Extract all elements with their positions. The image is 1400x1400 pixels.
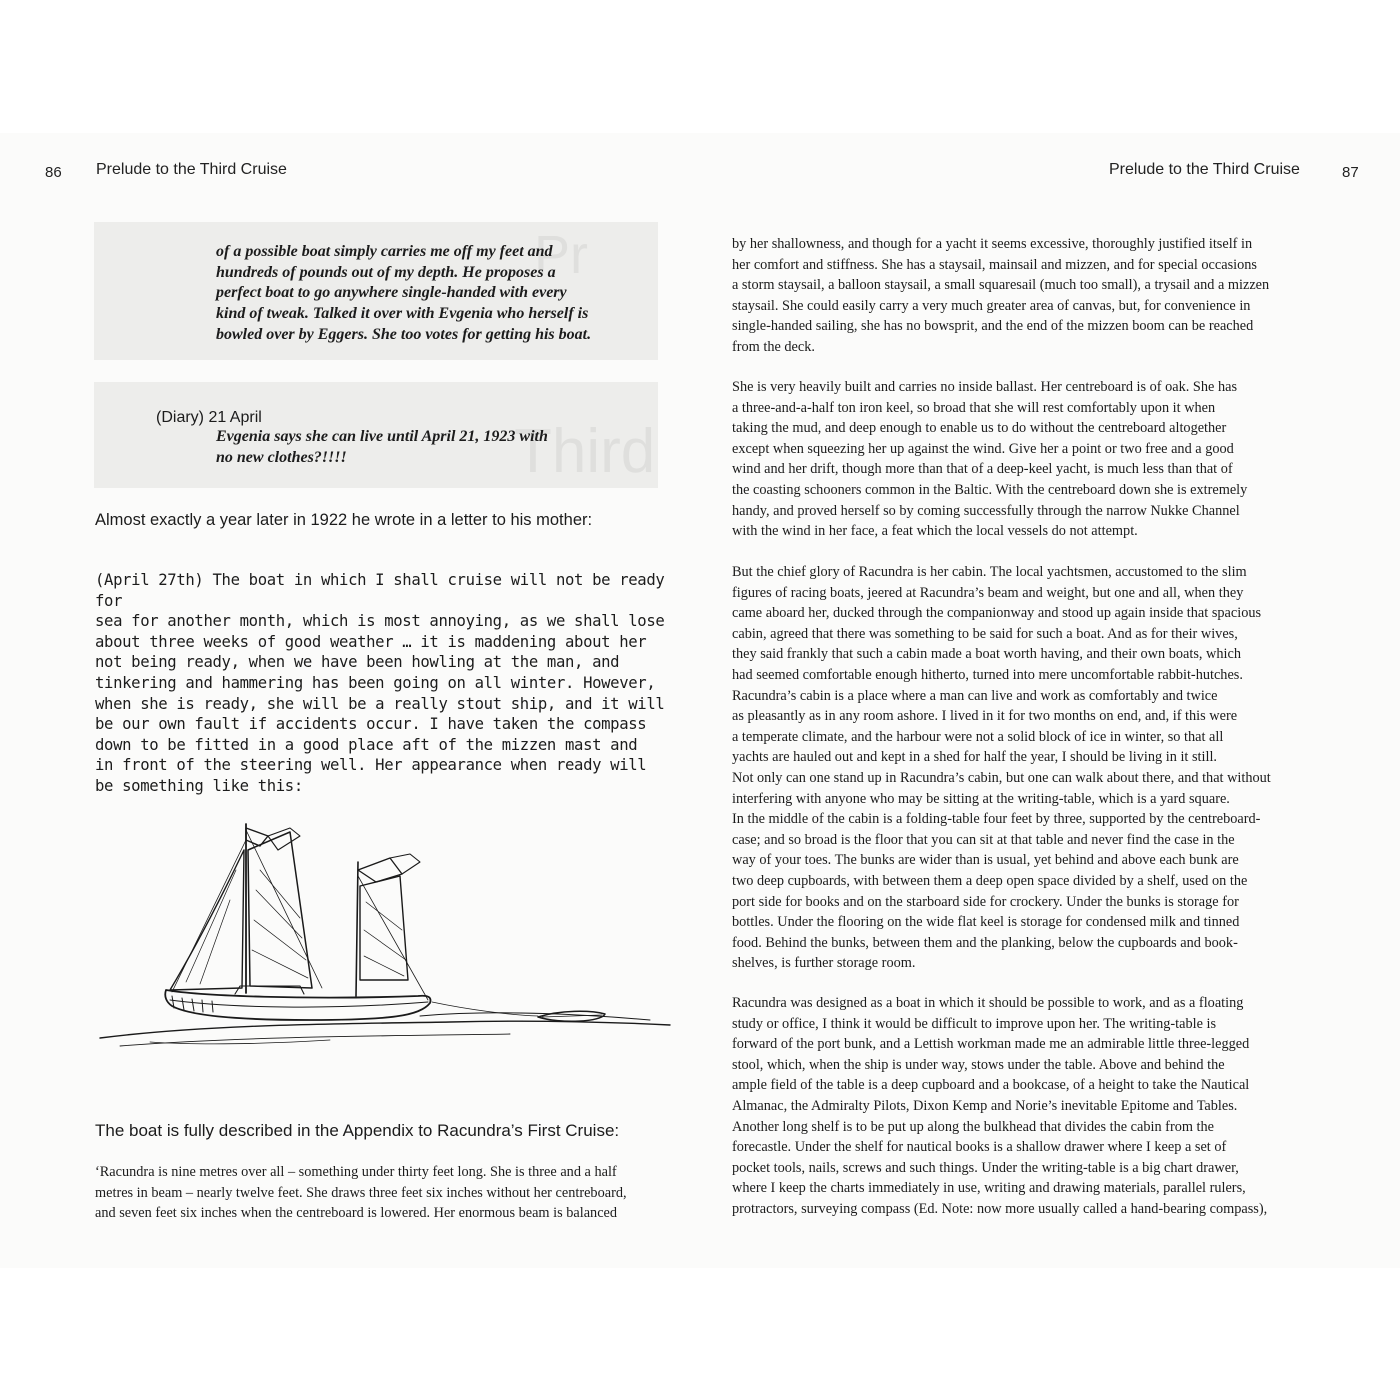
appendix-line: ‘Racundra is nine metres over all – something under thirty feet long. She is three and a half bbox=[95, 1164, 617, 1180]
running-head-left: Prelude to the Third Cruise bbox=[96, 161, 287, 178]
quote-line: perfect boat to go anywhere single-handed with every bbox=[216, 284, 567, 302]
letter-line: not being ready, when we have been howling at the man, and bbox=[95, 653, 620, 672]
body-line: But the chief glory of Racundra is her cabin. The local yachtsmen, accustomed to the slim bbox=[732, 564, 1247, 580]
letter-line: be something like this: bbox=[95, 776, 303, 795]
body-line: by her shallowness, and though for a yacht it seems excessive, thoroughly justified itself in bbox=[732, 236, 1253, 252]
body-line: Not only can one stand up in Racundra’s cabin, but one can walk about there, and that without bbox=[732, 769, 1271, 786]
body-line: wind and her drift, though more than that of a deep-keel yacht, is much less than that of bbox=[732, 461, 1233, 478]
body-line: Racundra was designed as a boat in which it should be possible to work, and as a floating bbox=[732, 995, 1244, 1011]
letter-text bbox=[95, 570, 685, 797]
body-line: a three-and-a-half ton iron keel, so broad that she will rest comfortably upon it when bbox=[732, 399, 1216, 416]
body-line: shelves, is further storage room. bbox=[732, 955, 916, 972]
quote-box bbox=[94, 222, 658, 360]
body-line: they said frankly that such a cabin made a boat worth having, and their own boats, which bbox=[732, 646, 1241, 663]
body-line: her comfort and stiffness. She has a staysail, mainsail and mizzen, and for special occasions bbox=[732, 256, 1257, 273]
diary-line: no new clothes?!!!! bbox=[216, 448, 347, 466]
body-line: yachts are hauled out and kept in a shed for half the year, I should be living in it still. bbox=[732, 749, 1217, 766]
body-line: pocket tools, nails, screws and such things. Under the writing-table is a big chart drawer, bbox=[732, 1159, 1239, 1176]
diary-label: (Diary) 21 April bbox=[156, 409, 262, 426]
diary-box bbox=[94, 382, 658, 488]
quote-line: kind of tweak. Talked it over with Evgenia who herself is bbox=[216, 305, 589, 323]
right-paragraph-2 bbox=[732, 377, 1322, 542]
body-line: except when squeezing her up against the wind. Give her a point or two free and a good bbox=[732, 440, 1234, 457]
diary-line: Evgenia says she can live until April 21, 1923 with bbox=[216, 428, 548, 445]
letter-line: in front of the steering well. Her appearance when ready will bbox=[95, 756, 647, 775]
body-line: figures of racing boats, jeered at Racundra’s beam and weight, but one and all, when they bbox=[732, 584, 1244, 601]
body-line: protractors, surveying compass (Ed. Note: now more usually called a hand-bearing compass), bbox=[732, 1200, 1268, 1217]
right-paragraph-4 bbox=[732, 993, 1322, 1220]
body-line: ample field of the table is a deep cupboard and a bookcase, of a height to take the Nautical bbox=[732, 1077, 1250, 1094]
body-line: cabin, agreed that there was something to be said for such a boat. And as for their wives, bbox=[732, 625, 1238, 642]
body-line: interfering with anyone who may be sitting at the writing-table, which is a yard square. bbox=[732, 790, 1230, 807]
body-line: two deep cupboards, with between them a deep open space divided by a shelf, used on the bbox=[732, 872, 1248, 889]
body-line: the coasting schooners common in the Baltic. With the centreboard down she is extremely bbox=[732, 481, 1248, 498]
letter-line: sea for another month, which is most annoying, as we shall lose bbox=[95, 612, 665, 631]
letter-line: be our own fault if accidents occur. I have taken the compass bbox=[95, 715, 647, 734]
body-line: as pleasantly as in any room ashore. I lived in it for two months on end, and, if this were bbox=[732, 708, 1238, 725]
body-line: Another long shelf is to be put up along the bulkhead that divides the cabin from the bbox=[732, 1118, 1215, 1135]
letter-line: tinkering and hammering has been going on all winter. However, bbox=[95, 673, 656, 692]
ketch-sketch bbox=[90, 810, 680, 1060]
body-line: where I keep the charts immediately in use, writing and drawing materials, parallel rulers, bbox=[732, 1180, 1246, 1197]
body-line: study or office, I think it would be difficult to improve upon her. The writing-table is bbox=[732, 1015, 1217, 1032]
body-line: port side for books and on the starboard side for crockery. Under the bunks is storage for bbox=[732, 893, 1239, 910]
letter-line: about three weeks of good weather … it is maddening about her bbox=[95, 632, 647, 651]
body-line: had seemed comfortable enough hitherto, turned into mere uncomfortable rabbit-hutches. bbox=[732, 666, 1243, 683]
quote-text bbox=[216, 242, 656, 346]
page-number-left: 86 bbox=[45, 164, 62, 181]
body-line: staysail. She could easily carry a very much greater area of canvas, but, for convenience in bbox=[732, 297, 1251, 314]
letter-line: down to be fitted in a good place aft of the mizzen mast and bbox=[95, 735, 638, 754]
body-line: with the wind in her face, a feat which the local vessels do not attempt. bbox=[732, 523, 1138, 540]
body-line: bottles. Under the flooring on the wide flat keel is storage for condensed milk and tinned bbox=[732, 914, 1240, 931]
body-line: came aboard her, ducked through the companionway and stood up again inside that spacious bbox=[732, 605, 1262, 622]
quote-line: of a possible boat simply carries me off my feet and bbox=[216, 243, 553, 260]
page-number-right: 87 bbox=[1342, 164, 1359, 181]
running-head-right: Prelude to the Third Cruise bbox=[1109, 161, 1300, 178]
body-line: a temperate climate, and the harbour were not a solid block of ice in winter, so that all bbox=[732, 728, 1224, 745]
appendix-line: and seven feet six inches when the centreboard is lowered. Her enormous beam is balanced bbox=[95, 1205, 618, 1222]
body-line: way of your toes. The bunks are wider than is usual, yet behind and above each bunk are bbox=[732, 852, 1239, 869]
body-line: handy, and proved herself so by coming successfully through the narrow Nukke Channel bbox=[732, 502, 1240, 519]
right-paragraph-3 bbox=[732, 562, 1322, 974]
body-line: forward of the port bunk, and a Lettish workman made me an admirable little three-legged bbox=[732, 1036, 1250, 1053]
quote-line: hundreds of pounds out of my depth. He proposes a bbox=[216, 263, 556, 281]
body-line: She is very heavily built and carries no inside ballast. Her centreboard is of oak. She has bbox=[732, 379, 1238, 395]
show-through-text: Pr bbox=[534, 225, 588, 285]
body-line: taking the mud, and deep enough to enable us to do without the centreboard altogether bbox=[732, 420, 1227, 437]
body-line: food. Behind the bunks, between them and the planking, below the cupboards and book- bbox=[732, 934, 1238, 951]
quote-line: bowled over by Eggers. She too votes for getting his boat. bbox=[216, 325, 592, 343]
right-paragraph-1 bbox=[732, 234, 1322, 358]
body-line: forecastle. Under the shelf for nautical books is a shallow drawer where I keep a set of bbox=[732, 1139, 1227, 1156]
letter-line: when she is ready, she will be a really stout ship, and it will bbox=[95, 694, 665, 713]
body-line: from the deck. bbox=[732, 338, 815, 355]
diary-text bbox=[216, 427, 656, 468]
body-line: a storm staysail, a balloon staysail, a small squaresail (much too small), a trysail and a mizzen bbox=[732, 277, 1270, 294]
appendix-intro: The boat is fully described in the Appendix to Racundra’s First Cruise: bbox=[95, 1121, 620, 1140]
appendix-line: metres in beam – nearly twelve feet. She draws three feet six inches without her centreboard, bbox=[95, 1184, 627, 1201]
appendix-text bbox=[95, 1162, 685, 1224]
body-line: single-handed sailing, she has no bowsprit, and the end of the mizzen boom can be reached bbox=[732, 318, 1254, 335]
body-line: Racundra’s cabin is a place where a man can live and work as comfortably and twice bbox=[732, 687, 1218, 704]
letter-line: (April 27th) The boat in which I shall cruise will not be ready for bbox=[95, 571, 665, 610]
body-line: Almanac, the Admiralty Pilots, Dixon Kemp and Norie’s inevitable Epitome and Tables. bbox=[732, 1097, 1238, 1114]
body-line: case; and so broad is the floor that you can sit at that table and never find the case in the bbox=[732, 831, 1235, 848]
body-line: In the middle of the cabin is a folding-table four feet by three, supported by the centreboard- bbox=[732, 811, 1261, 828]
letter-intro: Almost exactly a year later in 1922 he wrote in a letter to his mother: bbox=[95, 511, 593, 529]
show-through-text: Third bbox=[514, 417, 656, 486]
body-line: stool, which, when the ship is under way, stows under the table. Above and behind the bbox=[732, 1056, 1225, 1073]
